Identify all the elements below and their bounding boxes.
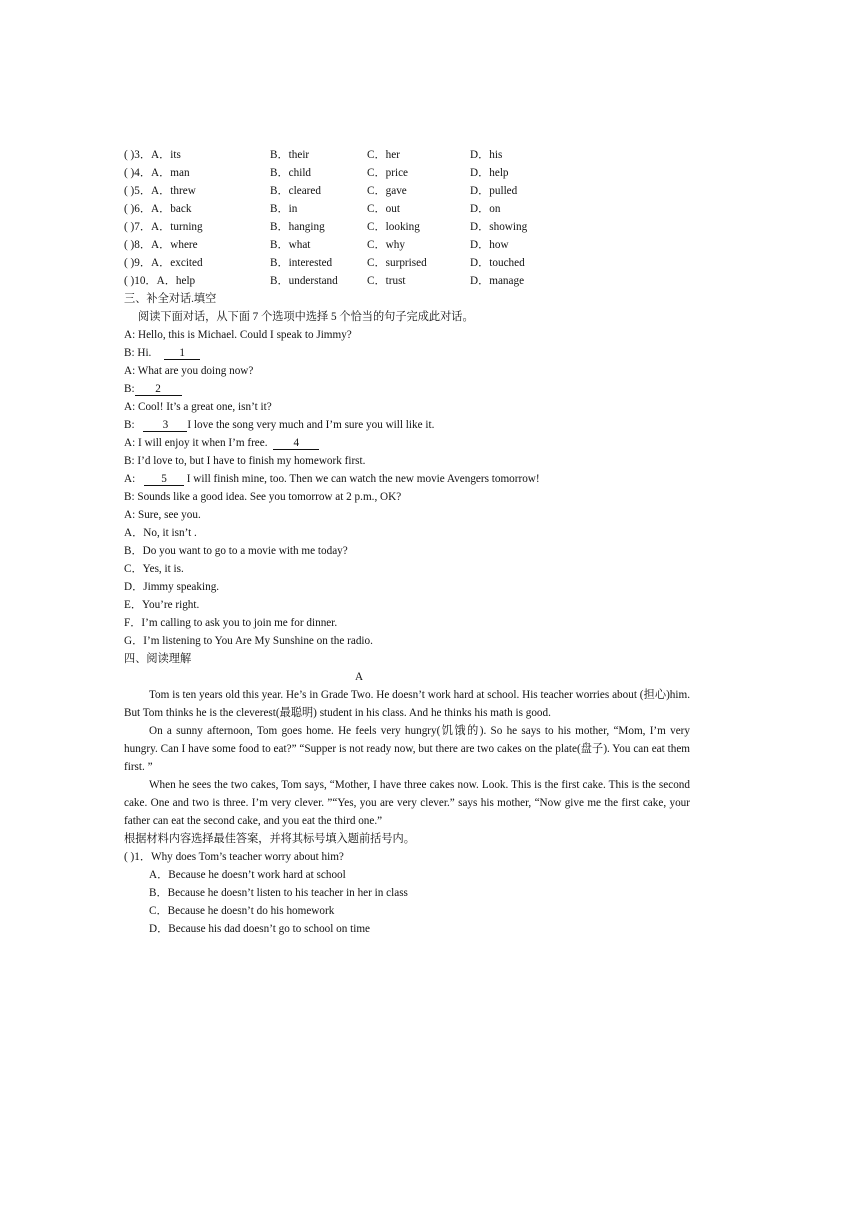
dialogue-text: I will finish mine, too. Then we can watch the new movie Avengers tomorrow!: [186, 473, 540, 485]
dialogue-line: A: What are you doing now?: [124, 365, 254, 377]
question-number-option-a: ( )7．A．turning: [124, 221, 203, 233]
option-d: D．help: [470, 167, 509, 179]
option-item: F．I’m calling to ask you to join me for dinner.: [124, 617, 338, 629]
dialogue-line: [124, 382, 182, 396]
option-c: C．out: [367, 203, 400, 215]
passage-paragraph: Tom is ten years old this year. He’s in Grade Two. He doesn’t work hard at school. His teacher worries about (担心)him. But Tom thinks he is the cleverest(最聪明) student in his class. And he thinks his math is good.: [124, 689, 690, 719]
option-d: D．on: [470, 203, 501, 215]
answer-blank: 1: [164, 347, 200, 360]
passage-paragraph: On a sunny afternoon, Tom goes home. He feels very hungry(饥饿的). So he says to his mother, “Mom, I’m very hungry. Can I have some food to eat?” “Supper is not ready now, but there are two cakes on the plate(盘子). You can eat them first. ”: [124, 725, 690, 773]
question-number-option-a: ( )3．A．its: [124, 149, 181, 161]
option-b: B．their: [270, 149, 310, 161]
passage-label: A: [355, 671, 364, 683]
answer-option: C．Because he doesn’t do his homework: [149, 905, 335, 917]
dialogue-line: [124, 418, 434, 432]
question-number-option-a: ( )9．A．excited: [124, 257, 203, 269]
dialogue-line: A: Cool! It’s a great one, isn’t it?: [124, 401, 272, 413]
option-b: B．in: [270, 203, 298, 215]
dialogue-text: I love the song very much and I’m sure you will like it.: [187, 419, 435, 431]
answer-option: B．Because he doesn’t listen to his teacher in her in class: [149, 887, 408, 899]
question-number-option-a: ( )5．A．threw: [124, 185, 196, 197]
option-d: D．his: [470, 149, 503, 161]
option-c: C．surprised: [367, 257, 427, 269]
answer-blank: 2: [135, 383, 182, 396]
option-item: E．You’re right.: [124, 599, 200, 611]
dialogue-text: A: I will enjoy it when I’m free.: [124, 437, 268, 449]
dialogue-line: B: I’d love to, but I have to finish my homework first.: [124, 455, 366, 467]
option-d: D．showing: [470, 221, 528, 233]
dialogue-line: A: Sure, see you.: [124, 509, 201, 521]
section-heading: 四、阅读理解: [124, 653, 192, 665]
option-b: B．interested: [270, 257, 333, 269]
question-number-option-a: ( )6．A．back: [124, 203, 192, 215]
option-c: C．her: [367, 149, 400, 161]
dialogue-speaker-text: B: Hi.: [124, 347, 152, 359]
option-item: G．I’m listening to You Are My Sunshine on the radio.: [124, 635, 373, 647]
option-c: C．looking: [367, 221, 420, 233]
answer-blank: 5: [144, 473, 184, 486]
option-item: B．Do you want to go to a movie with me today?: [124, 545, 348, 557]
option-d: D．pulled: [470, 185, 518, 197]
option-c: C．price: [367, 167, 409, 179]
dialogue-line: [124, 346, 200, 360]
dialogue-line: A: Hello, this is Michael. Could I speak to Jimmy?: [124, 329, 352, 341]
option-item: C．Yes, it is.: [124, 563, 184, 575]
answer-option: A．Because he doesn’t work hard at school: [149, 869, 346, 881]
option-b: B．child: [270, 167, 312, 179]
dialogue-line: [124, 472, 540, 486]
dialogue-speaker-text: B:: [124, 419, 135, 431]
dialogue-line: [124, 436, 319, 450]
passage-paragraph: When he sees the two cakes, Tom says, “Mother, I have three cakes now. Look. This is the first cake. This is the second cake. One and two is three. I’m very clever. ”“Yes, you are very clever.” says his mother, “Now give me the first cake, your father can eat the second cake, and you eat the third one.”: [124, 779, 690, 827]
section-heading: 三、补全对话.填空: [124, 293, 217, 305]
dialogue-speaker-text: B:: [124, 383, 135, 395]
option-b: B．cleared: [270, 185, 321, 197]
question-number-option-a: ( )8．A．where: [124, 239, 198, 251]
option-b: B．hanging: [270, 221, 325, 233]
option-c: C．gave: [367, 185, 407, 197]
option-c: C．trust: [367, 275, 406, 287]
question-number-option-a: ( )4．A．man: [124, 167, 190, 179]
section-instruction: 阅读下面对话，从下面 7 个选项中选择 5 个恰当的句子完成此对话。: [138, 311, 474, 323]
option-item: A．No, it isn’t .: [124, 527, 197, 539]
answer-blank: 3: [143, 419, 187, 432]
answer-blank: 4: [273, 437, 319, 450]
question-number-option-a: ( )10．A．help: [124, 275, 196, 287]
option-c: C．why: [367, 239, 405, 251]
option-d: D．manage: [470, 275, 525, 287]
question-instruction: 根据材料内容选择最佳答案，并将其标号填入题前括号内。: [124, 833, 415, 845]
option-b: B．what: [270, 239, 311, 251]
question-stem: ( )1．Why does Tom’s teacher worry about him?: [124, 851, 344, 863]
option-b: B．understand: [270, 275, 338, 287]
answer-option: D．Because his dad doesn’t go to school on time: [149, 923, 371, 935]
option-d: D．how: [470, 239, 509, 251]
option-item: D．Jimmy speaking.: [124, 581, 220, 593]
dialogue-line: B: Sounds like a good idea. See you tomorrow at 2 p.m., OK?: [124, 491, 402, 503]
option-d: D．touched: [470, 257, 525, 269]
dialogue-speaker-text: A:: [124, 473, 136, 485]
